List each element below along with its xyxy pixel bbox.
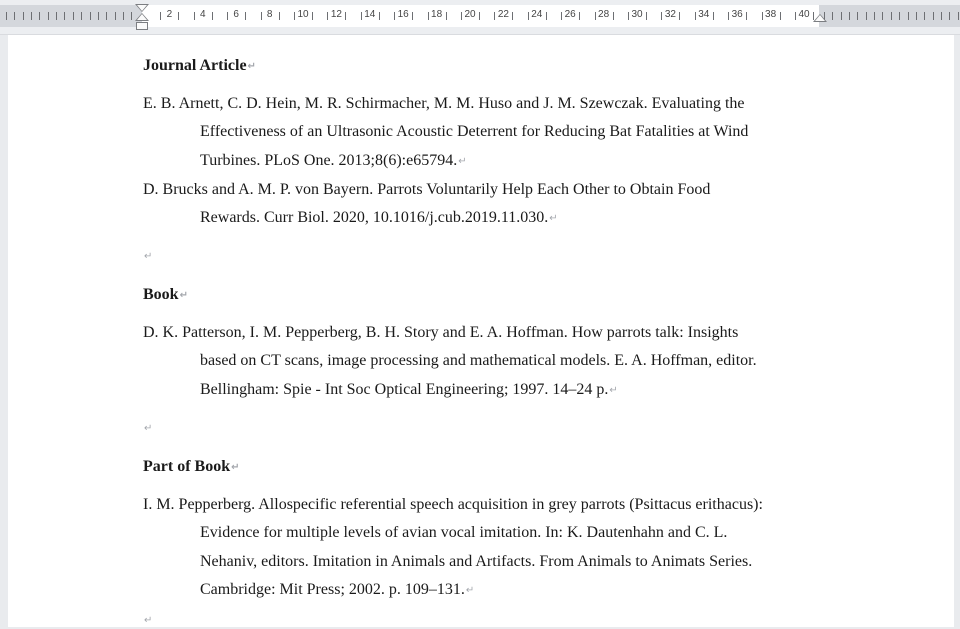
ruler-tick <box>899 12 900 20</box>
ruler-tick <box>882 12 883 20</box>
ruler-tick <box>245 12 246 20</box>
ruler-tick <box>131 12 132 20</box>
ruler-label: 6 <box>233 9 239 20</box>
paragraph-mark-icon: ↵ <box>144 423 153 434</box>
reference-line: Effectiveness of an Ultrasonic Acoustic Deterrent for Reducing Bat Fatalities at Wind <box>200 123 749 140</box>
ruler-tick <box>613 12 614 20</box>
ruler-tick <box>857 12 858 20</box>
ruler-tick <box>795 12 796 20</box>
ruler-tick <box>227 12 228 20</box>
section-heading: Journal Article↵ <box>143 57 256 74</box>
ruler-tick <box>461 12 462 20</box>
ruler-tick <box>661 12 662 20</box>
reference-line: I. M. Pepperberg. Allospecific referential speech acquisition in grey parrots (Psittacus erithacus): <box>143 496 763 513</box>
empty-paragraph <box>143 419 152 437</box>
empty-paragraph <box>143 247 152 265</box>
ruler-tick <box>261 12 262 20</box>
paragraph-mark-icon: ↵ <box>231 462 240 473</box>
paragraph-mark-icon: ↵ <box>144 615 153 626</box>
reference-line: Bellingham: Spie - Int Soc Optical Engineering; 1997. 14–24 p.↵ <box>200 381 618 398</box>
ruler-tick <box>595 12 596 20</box>
ruler-label: 14 <box>364 9 376 20</box>
ruler-tick <box>6 12 7 20</box>
document-page[interactable] <box>8 35 954 627</box>
reference-line: Cambridge: Mit Press; 2002. p. 109–131.↵ <box>200 581 475 598</box>
paragraph-mark-icon: ↵ <box>179 290 188 301</box>
reference-line: based on CT scans, image processing and mathematical models. E. A. Hoffman, editor. <box>200 352 757 369</box>
ruler-tick <box>949 12 950 20</box>
ruler-tick <box>713 12 714 20</box>
ruler-tick <box>160 12 161 20</box>
ruler-tick <box>379 12 380 20</box>
ruler-tick <box>908 12 909 20</box>
ruler-tick <box>178 12 179 20</box>
first-line-indent-marker[interactable] <box>135 4 149 12</box>
reference-line: D. Brucks and A. M. P. von Bayern. Parrots Voluntarily Help Each Other to Obtain Food <box>143 181 711 198</box>
ruler-tick <box>746 12 747 20</box>
ruler-label: 26 <box>564 9 576 20</box>
ruler-left-margin <box>0 5 142 27</box>
ruler-tick <box>933 12 934 20</box>
ruler-tick <box>866 12 867 20</box>
ruler-label: 22 <box>497 9 509 20</box>
section-heading: Part of Book↵ <box>143 458 240 475</box>
ruler-tick <box>294 12 295 20</box>
left-indent-marker[interactable] <box>136 22 148 30</box>
ruler-tick <box>849 12 850 20</box>
ruler-label: 10 <box>297 9 309 20</box>
ruler-label: 32 <box>664 9 676 20</box>
ruler-tick <box>628 12 629 20</box>
ruler-tick <box>832 12 833 20</box>
ruler-tick <box>48 12 49 20</box>
ruler-tick <box>728 12 729 20</box>
ruler-label: 40 <box>798 9 810 20</box>
ruler-tick <box>98 12 99 20</box>
ruler-tick <box>115 12 116 20</box>
paragraph-mark-icon: ↵ <box>247 61 256 72</box>
ruler-tick <box>958 12 959 20</box>
ruler-label: 20 <box>464 9 476 20</box>
section-heading: Book↵ <box>143 286 188 303</box>
ruler-tick <box>279 12 280 20</box>
ruler-tick <box>106 12 107 20</box>
ruler-tick <box>891 12 892 20</box>
ruler-tick <box>874 12 875 20</box>
ruler-tick <box>646 12 647 20</box>
ruler-label: 30 <box>631 9 643 20</box>
ruler-label: 8 <box>266 9 273 20</box>
reference-line: D. K. Patterson, I. M. Pepperberg, B. H. Story and E. A. Hoffman. How parrots talk: Insights <box>143 324 739 341</box>
ruler-tick <box>394 12 395 20</box>
ruler-label: 4 <box>200 9 206 20</box>
ruler-label: 36 <box>731 9 743 20</box>
ruler-label: 2 <box>166 9 173 20</box>
paragraph-mark-icon: ↵ <box>609 385 618 396</box>
paragraph-mark-icon: ↵ <box>144 251 153 262</box>
ruler-tick <box>561 12 562 20</box>
ruler-tick <box>546 12 547 20</box>
reference-line: Nehaniv, editors. Imitation in Animals and Artifacts. From Animals to Animats Series. <box>200 553 753 570</box>
ruler-tick <box>528 12 529 20</box>
hanging-indent-marker[interactable] <box>135 13 149 21</box>
ruler-tick <box>312 12 313 20</box>
ruler-label: 24 <box>531 9 543 20</box>
ruler-tick <box>679 12 680 20</box>
reference-line: Rewards. Curr Biol. 2020, 10.1016/j.cub.2019.11.030.↵ <box>200 209 558 226</box>
ruler-tick <box>479 12 480 20</box>
reference-line: Evidence for multiple levels of avian vocal imitation. In: K. Dautenhahn and C. L. <box>200 524 728 541</box>
ruler-tick <box>412 12 413 20</box>
ruler-label: 28 <box>598 9 610 20</box>
paragraph-mark-icon: ↵ <box>465 585 475 596</box>
ruler-tick <box>512 12 513 20</box>
ruler-tick <box>780 12 781 20</box>
ruler-tick <box>695 12 696 20</box>
ruler-tick <box>941 12 942 20</box>
ruler-tick <box>194 12 195 20</box>
paragraph-mark-icon: ↵ <box>549 213 558 224</box>
ruler-label: 18 <box>431 9 443 20</box>
paragraph-mark-icon: ↵ <box>458 156 467 167</box>
ruler-tick <box>39 12 40 20</box>
ruler-tick <box>212 12 213 20</box>
ruler-label: 34 <box>698 9 710 20</box>
ruler-label: 38 <box>765 9 777 20</box>
empty-paragraph <box>143 611 152 629</box>
ruler-tick <box>81 12 82 20</box>
ruler-label: 16 <box>397 9 409 20</box>
ruler-tick <box>762 12 763 20</box>
ruler-tick <box>345 12 346 20</box>
ruler-tick <box>579 12 580 20</box>
ruler-tick <box>123 12 124 20</box>
ruler-tick <box>14 12 15 20</box>
horizontal-ruler[interactable] <box>0 0 960 35</box>
reference-line: E. B. Arnett, C. D. Hein, M. R. Schirmacher, M. M. Huso and J. M. Szewczak. Evaluating the <box>143 95 745 112</box>
ruler-tick <box>327 12 328 20</box>
right-indent-marker[interactable] <box>813 14 827 22</box>
ruler-label: 12 <box>330 9 342 20</box>
ruler-tick <box>73 12 74 20</box>
ruler-tick <box>446 12 447 20</box>
ruler-tick <box>31 12 32 20</box>
ruler-tick <box>361 12 362 20</box>
ruler-tick <box>428 12 429 20</box>
ruler-tick <box>64 12 65 20</box>
ruler-tick <box>90 12 91 20</box>
ruler-tick <box>56 12 57 20</box>
ruler-tick <box>494 12 495 20</box>
ruler-tick <box>924 12 925 20</box>
ruler-tick <box>23 12 24 20</box>
ruler-tick <box>916 12 917 20</box>
ruler-tick <box>841 12 842 20</box>
reference-line: Turbines. PLoS One. 2013;8(6):e65794.↵ <box>200 152 467 169</box>
